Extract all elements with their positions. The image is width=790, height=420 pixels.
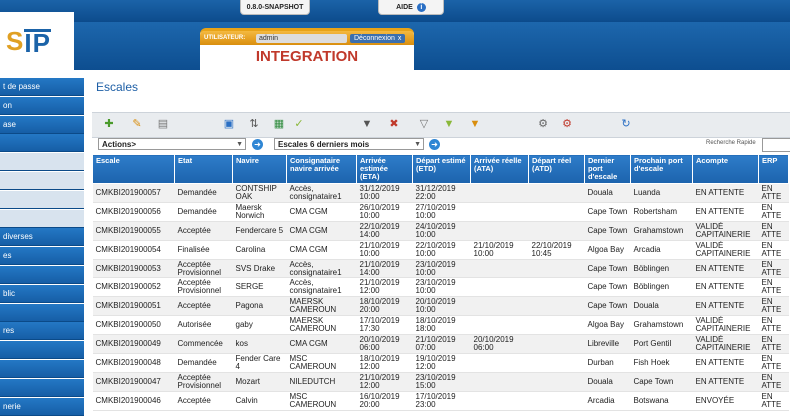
table-cell: Algoa Bay <box>585 316 631 335</box>
table-cell <box>529 354 585 373</box>
table-cell: Finalisée <box>175 240 233 259</box>
table-cell: EN ATTENTE <box>693 184 759 203</box>
validate-icon[interactable]: ✓ <box>294 118 304 130</box>
table-cell: Cape Town <box>585 202 631 221</box>
main-content <box>84 70 790 420</box>
filter-bar <box>92 138 790 152</box>
logo-s: S <box>6 25 25 56</box>
table-cell <box>529 391 585 410</box>
column-header[interactable]: Navire <box>233 155 287 184</box>
table-cell: CMKBI201900053 <box>93 259 175 278</box>
sidebar-item[interactable]: res <box>0 322 84 340</box>
sidebar-item[interactable] <box>0 134 84 152</box>
actions-go-button[interactable]: ➜ <box>252 139 263 150</box>
table-cell: Luanda <box>631 184 693 203</box>
sidebar <box>0 70 84 420</box>
table-cell: ENVOYÉE <box>693 391 759 410</box>
table-cell: Acceptée Provisionnel <box>175 372 233 391</box>
table-cell: VALIDÉ CAPITAINERIE <box>693 240 759 259</box>
table-cell: EN ATTE <box>759 372 789 391</box>
table-cell: EN ATTE <box>759 221 789 240</box>
sidebar-item[interactable] <box>0 341 84 359</box>
sidebar-item[interactable]: nerie <box>0 398 84 416</box>
chevron-down-icon: ▼ <box>414 141 421 148</box>
environment-title: INTEGRATION <box>255 48 359 65</box>
table-cell: MAERSK CAMEROUN <box>287 316 357 335</box>
filter-add-icon[interactable]: ▽ <box>419 118 429 130</box>
table-cell: Douala <box>585 184 631 203</box>
table-cell: 21/10/2019 10:00 <box>357 240 413 259</box>
table-cell: Port Gentil <box>631 335 693 354</box>
chevron-down-icon: ▼ <box>236 141 243 148</box>
logo-ip: IP <box>24 27 51 58</box>
user-label: UTILISATEUR: <box>204 35 246 41</box>
table-cell: EN ATTENTE <box>693 297 759 316</box>
table-cell: Demandée <box>175 202 233 221</box>
table-cell: 17/10/2019 23:00 <box>413 391 471 410</box>
table-cell: 21/10/2019 14:00 <box>357 259 413 278</box>
table-cell: 21/10/2019 10:00 <box>471 240 529 259</box>
table-cell <box>471 372 529 391</box>
table-cell: EN ATTE <box>759 391 789 410</box>
table-cell: CMKBI201900048 <box>93 354 175 373</box>
sidebar-item[interactable]: t de passe <box>0 78 84 96</box>
table-cell: Grahamstown <box>631 221 693 240</box>
table-cell: Robertsham <box>631 202 693 221</box>
table-cell <box>471 259 529 278</box>
table-cell: CMA CGM <box>287 202 357 221</box>
sidebar-item[interactable]: diverses <box>0 228 84 246</box>
toolbar <box>92 112 790 138</box>
table-cell: Fendercare 5 <box>233 221 287 240</box>
table-cell: 18/10/2019 18:00 <box>413 316 471 335</box>
table-cell <box>471 202 529 221</box>
actions-select[interactable] <box>98 138 246 150</box>
table-cell: MAERSK CAMEROUN <box>287 297 357 316</box>
column-header[interactable]: Prochain port d'escale <box>631 155 693 184</box>
table-header-row <box>93 155 789 184</box>
table-cell: Accès, consignataire1 <box>287 184 357 203</box>
table-cell: NILEDUTCH <box>287 372 357 391</box>
table-row[interactable] <box>93 354 789 373</box>
table-cell: 20/10/2019 06:00 <box>471 335 529 354</box>
table-row[interactable] <box>93 278 789 297</box>
sidebar-item[interactable] <box>0 210 84 228</box>
page-title: Escales <box>96 80 139 94</box>
table-cell: EN ATTE <box>759 278 789 297</box>
table-cell: CMKBI201900046 <box>93 391 175 410</box>
table-cell: Pagona <box>233 297 287 316</box>
table-cell: Cape Town <box>585 278 631 297</box>
table-cell <box>529 184 585 203</box>
table-cell <box>471 354 529 373</box>
table-cell: 20/10/2019 10:00 <box>413 297 471 316</box>
table-row[interactable] <box>93 335 789 354</box>
logout-label: Déconnexion <box>354 34 395 42</box>
table-cell: 21/10/2019 12:00 <box>357 372 413 391</box>
table-cell: Accès, consignataire1 <box>287 278 357 297</box>
quick-search-label: Recherche Rapide <box>706 140 756 146</box>
sort-icon[interactable]: ⇅ <box>249 118 259 130</box>
table-row[interactable] <box>93 391 789 410</box>
close-icon: x <box>397 34 402 42</box>
table-cell: 26/10/2019 10:00 <box>357 202 413 221</box>
table-cell: EN ATTENTE <box>693 372 759 391</box>
app-logo[interactable] <box>0 12 74 70</box>
table-cell: 22/10/2019 10:45 <box>529 240 585 259</box>
table-cell: CMA CGM <box>287 221 357 240</box>
logout-button[interactable] <box>350 34 405 43</box>
table-cell: Cape Town <box>585 259 631 278</box>
column-header[interactable]: ERP <box>759 155 789 184</box>
add-icon[interactable]: ✚ <box>104 118 114 130</box>
column-header[interactable]: Etat <box>175 155 233 184</box>
sidebar-item[interactable] <box>0 304 84 322</box>
table-cell: Grahamstown <box>631 316 693 335</box>
table-cell: Botswana <box>631 391 693 410</box>
table-cell: Cape Town <box>585 297 631 316</box>
table-cell: Cape Town <box>585 221 631 240</box>
table-row[interactable] <box>93 316 789 335</box>
table-cell: 21/10/2019 12:00 <box>357 278 413 297</box>
sidebar-item[interactable] <box>0 172 84 190</box>
table-cell <box>529 278 585 297</box>
table-cell: 22/10/2019 14:00 <box>357 221 413 240</box>
table-cell: Acceptée Provisionnel <box>175 278 233 297</box>
sidebar-item[interactable]: blic <box>0 285 84 303</box>
table-cell: Commencée <box>175 335 233 354</box>
table-cell: EN ATTE <box>759 354 789 373</box>
table-cell: gaby <box>233 316 287 335</box>
table-cell <box>529 202 585 221</box>
table-cell: Autorisée <box>175 316 233 335</box>
table-cell: 18/10/2019 20:00 <box>357 297 413 316</box>
table-cell: 23/10/2019 10:00 <box>413 259 471 278</box>
table-cell: 20/10/2019 06:00 <box>357 335 413 354</box>
table-cell: CMA CGM <box>287 240 357 259</box>
print-icon[interactable]: ▤ <box>157 118 169 130</box>
export-icon[interactable]: ▣ <box>223 118 235 130</box>
table-cell <box>471 316 529 335</box>
table-cell <box>471 297 529 316</box>
table-cell: MSC CAMEROUN <box>287 391 357 410</box>
column-header[interactable]: Consignataire navire arrivée <box>287 155 357 184</box>
refresh-icon[interactable]: ↻ <box>621 118 631 130</box>
table-cell: 22/10/2019 10:00 <box>413 240 471 259</box>
edit-icon[interactable]: ✎ <box>132 118 142 130</box>
column-header[interactable]: Arrivée estimée (ETA) <box>357 155 413 184</box>
table-cell: Durban <box>585 354 631 373</box>
table-cell: Algoa Bay <box>585 240 631 259</box>
table-cell: CMKBI201900052 <box>93 278 175 297</box>
clear-filter-icon[interactable]: ✖ <box>389 118 399 130</box>
table-cell: CMKBI201900049 <box>93 335 175 354</box>
table-cell: CMKBI201900047 <box>93 372 175 391</box>
column-header[interactable]: Dernier port d'escale <box>585 155 631 184</box>
table-row[interactable] <box>93 221 789 240</box>
excel-icon[interactable]: ▦ <box>273 118 285 130</box>
table-cell: Accès, consignataire1 <box>287 259 357 278</box>
column-header[interactable]: Acompte <box>693 155 759 184</box>
escales-go-button[interactable]: ➜ <box>429 139 440 150</box>
table-cell: Acceptée Provisionnel <box>175 259 233 278</box>
table-cell: CMKBI201900056 <box>93 202 175 221</box>
table-body <box>93 184 789 411</box>
table-cell: CMKBI201900051 <box>93 297 175 316</box>
table-cell: Libreville <box>585 335 631 354</box>
column-header[interactable]: Départ estimé (ETD) <box>413 155 471 184</box>
escales-select-value: Escales 6 derniers mois <box>278 140 370 149</box>
table-cell: SERGE <box>233 278 287 297</box>
settings-icon[interactable]: ⚙ <box>538 118 548 130</box>
sidebar-item[interactable]: ase <box>0 116 84 134</box>
table-cell: Maersk Norwich <box>233 202 287 221</box>
quick-search-input[interactable] <box>762 138 790 152</box>
actions-select-value: Actions> <box>102 140 137 149</box>
table-cell: CMKBI201900050 <box>93 316 175 335</box>
escales-table <box>92 154 789 411</box>
header-band <box>74 22 790 70</box>
table-cell: EN ATTE <box>759 202 789 221</box>
table-cell <box>471 278 529 297</box>
sidebar-item[interactable] <box>0 191 84 209</box>
table-cell: 31/12/2019 22:00 <box>413 184 471 203</box>
table-cell: Demandée <box>175 184 233 203</box>
table-cell <box>471 221 529 240</box>
table-cell: EN ATTE <box>759 316 789 335</box>
table-cell <box>529 259 585 278</box>
table-cell: 19/10/2019 12:00 <box>413 354 471 373</box>
table-cell: 24/10/2019 10:00 <box>413 221 471 240</box>
table-cell: Acceptée <box>175 221 233 240</box>
table-cell: VALIDÉ CAPITAINERIE <box>693 316 759 335</box>
table-cell <box>529 335 585 354</box>
table-cell: CMA CGM <box>287 335 357 354</box>
table-cell: CMKBI201900054 <box>93 240 175 259</box>
sidebar-item[interactable] <box>0 379 84 397</box>
table-row[interactable] <box>93 240 789 259</box>
table-cell: EN ATTE <box>759 184 789 203</box>
reset-settings-icon[interactable]: ⚙ <box>562 118 572 130</box>
sidebar-item[interactable]: es <box>0 247 84 265</box>
table-cell: EN ATTENTE <box>693 259 759 278</box>
table-cell: VALIDÉ CAPITAINERIE <box>693 335 759 354</box>
table-cell: Calvin <box>233 391 287 410</box>
table-cell: kos <box>233 335 287 354</box>
help-button[interactable] <box>378 0 444 15</box>
table-cell: 23/10/2019 15:00 <box>413 372 471 391</box>
table-cell: Böblingen <box>631 259 693 278</box>
table-cell: Mozart <box>233 372 287 391</box>
table-cell: EN ATTE <box>759 335 789 354</box>
table-cell: CMKBI201900055 <box>93 221 175 240</box>
sidebar-item[interactable] <box>0 266 84 284</box>
sidebar-item[interactable] <box>0 360 84 378</box>
table-cell: EN ATTENTE <box>693 202 759 221</box>
username-field: admin <box>256 34 347 43</box>
table-cell <box>529 316 585 335</box>
column-header[interactable]: Escale <box>93 155 175 184</box>
version-label: 0.8.0-SNAPSHOT <box>246 3 304 11</box>
table-cell: CONTSHIP OAK <box>233 184 287 203</box>
table-cell: 23/10/2019 10:00 <box>413 278 471 297</box>
table-cell: MSC CAMEROUN <box>287 354 357 373</box>
table-cell <box>529 221 585 240</box>
table-cell: Douala <box>585 372 631 391</box>
table-cell: 31/12/2019 10:00 <box>357 184 413 203</box>
table-cell: SVS Drake <box>233 259 287 278</box>
table-cell: 17/10/2019 17:30 <box>357 316 413 335</box>
user-row <box>200 31 414 45</box>
sidebar-item[interactable] <box>0 153 84 171</box>
table-row[interactable] <box>93 297 789 316</box>
table-cell: Acceptée <box>175 391 233 410</box>
table-cell: Carolina <box>233 240 287 259</box>
table-cell: Fish Hoek <box>631 354 693 373</box>
table-cell: EN ATTENTE <box>693 354 759 373</box>
table-cell: EN ATTE <box>759 240 789 259</box>
table-row[interactable] <box>93 259 789 278</box>
table-cell: Cape Town <box>631 372 693 391</box>
version-badge <box>240 0 310 15</box>
table-cell <box>471 391 529 410</box>
table-cell: Acceptée <box>175 297 233 316</box>
table-cell: CMKBI201900057 <box>93 184 175 203</box>
table-cell: Demandée <box>175 354 233 373</box>
table-cell <box>471 184 529 203</box>
table-row[interactable] <box>93 372 789 391</box>
table-cell: EN ATTE <box>759 259 789 278</box>
table-cell: 27/10/2019 10:00 <box>413 202 471 221</box>
table-cell: 16/10/2019 20:00 <box>357 391 413 410</box>
table-cell: 21/10/2019 07:00 <box>413 335 471 354</box>
filter-icon[interactable]: ▼ <box>361 118 373 130</box>
escales-select[interactable] <box>274 138 424 150</box>
table-cell: Douala <box>631 297 693 316</box>
table-row[interactable] <box>93 202 789 221</box>
table-row[interactable] <box>93 184 789 203</box>
filter-save-icon[interactable]: ▼ <box>443 118 455 130</box>
table-cell: EN ATTENTE <box>693 278 759 297</box>
table-cell <box>529 372 585 391</box>
sidebar-item[interactable]: on <box>0 97 84 115</box>
table-cell: Arcadia <box>631 240 693 259</box>
table-cell: 18/10/2019 12:00 <box>357 354 413 373</box>
table-cell: Fender Care 4 <box>233 354 287 373</box>
column-header[interactable]: Départ réel (ATD) <box>529 155 585 184</box>
filter-load-icon[interactable]: ▼ <box>469 118 481 130</box>
help-label: AIDE <box>396 3 413 11</box>
table-cell <box>529 297 585 316</box>
table-cell: Arcadia <box>585 391 631 410</box>
column-header[interactable]: Arrivée réelle (ATA) <box>471 155 529 184</box>
table-cell: VALIDÉ CAPITAINERIE <box>693 221 759 240</box>
table-cell: Böblingen <box>631 278 693 297</box>
table-cell: EN ATTE <box>759 297 789 316</box>
info-icon: i <box>417 3 426 12</box>
